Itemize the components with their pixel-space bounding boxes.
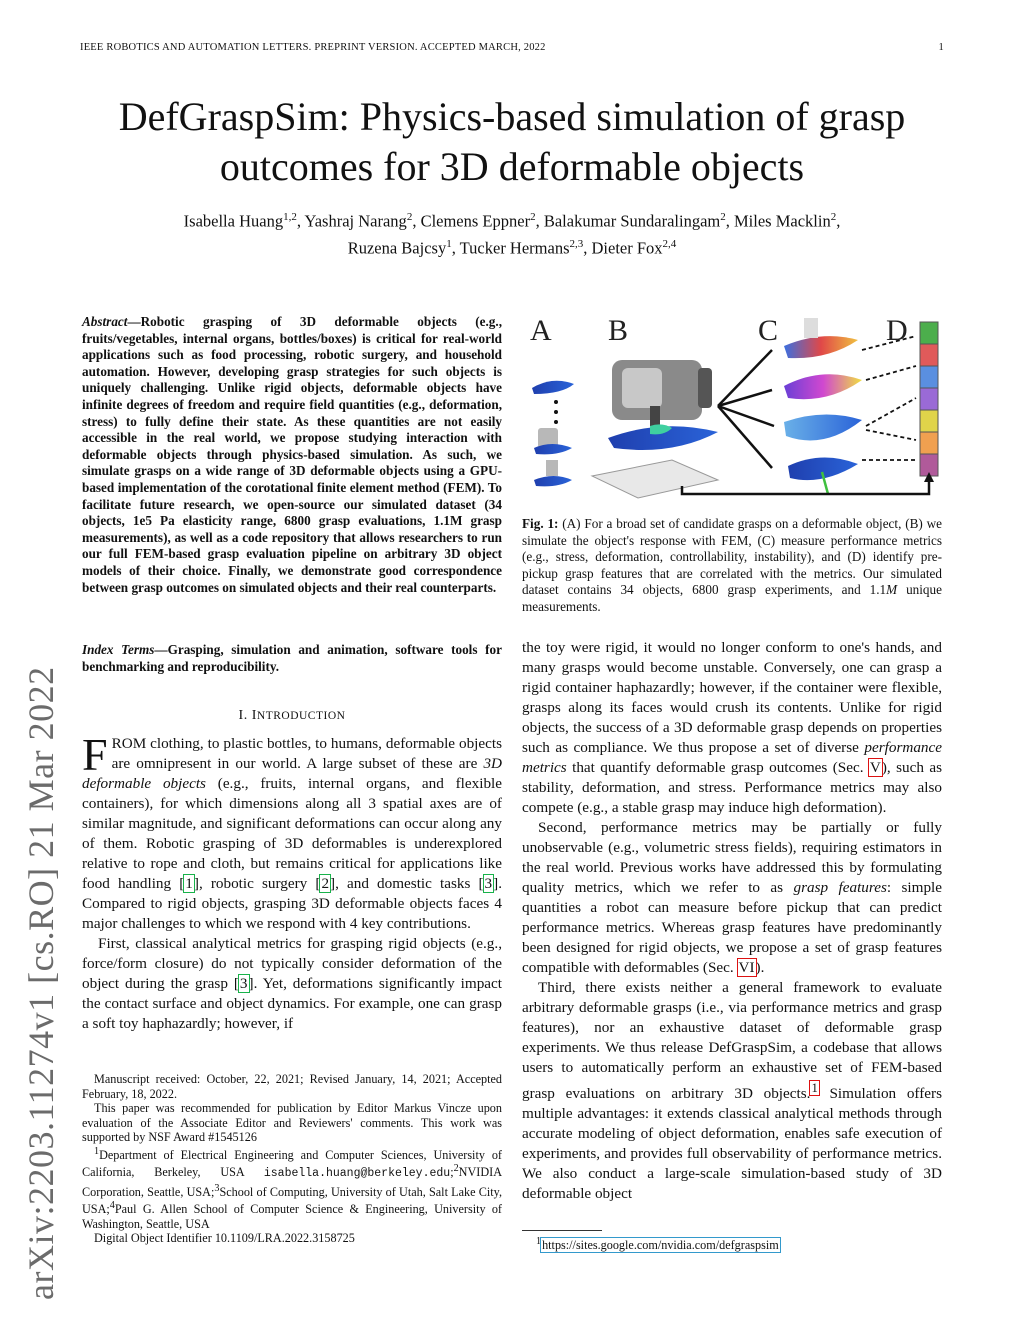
caption-math: M — [886, 582, 898, 598]
caption-text: (A) For a broad set of candidate grasps on a deformable object, (B) we simulate the object's response with FEM, (C) measure performance metrics (e.g., stress, deformation, controllability, instability), and (D) identify pre-pickup grasp features that are correlated with the metrics. Our simulated dataset contains 34 objects, 6800 grasp experiments, and 1.1 — [522, 516, 942, 598]
affiliation-mark: 2 — [720, 211, 726, 223]
doi: Digital Object Identifier 10.1109/LRA.2022.3158725 — [94, 1231, 355, 1246]
title-line: outcomes for 3D deformable objects — [219, 144, 805, 189]
text-run: First, classical analytical metrics for grasping rigid objects (e.g., force/form closure) do not typically consider deformation of the object during the grasp — [82, 935, 502, 992]
figure-1 — [522, 310, 946, 506]
deformation-result — [784, 374, 862, 399]
caption-label: Fig. 1: — [522, 516, 559, 531]
feature-swatch — [920, 344, 938, 366]
feature-swatch — [920, 410, 938, 432]
text-run: ROM clothing, to plastic bottles, to humans, deformable objects are omnipresent in our world. A large subset of these are — [111, 735, 502, 772]
panel-label: A — [530, 314, 552, 347]
panel-label: C — [758, 314, 779, 347]
footnote-number: 1 — [536, 1236, 542, 1247]
index-terms-text: —Grasping, simulation and animation, software tools for benchmarking and reproducibility. — [82, 642, 502, 674]
paragraph — [522, 818, 942, 978]
gripper-face — [622, 368, 662, 408]
affiliation-text: Paul G. Allen School of Computer Science & Engineering, University of Washington, Seattle, USA — [82, 1202, 502, 1231]
affiliation-mark: 4 — [109, 1200, 115, 1212]
intro-body — [82, 729, 503, 1034]
abstract — [82, 314, 502, 596]
footnotes — [82, 1072, 502, 1246]
feature-swatches — [920, 322, 938, 476]
author-name: , Tucker Hermans — [451, 238, 570, 257]
affiliation-mark: 1 — [94, 1145, 100, 1157]
index-terms-label: Index Terms — [82, 642, 155, 657]
affiliation-text: NVIDIA Corporation, Seattle, USA; — [82, 1165, 502, 1199]
journal-name: IEEE ROBOTICS AND AUTOMATION LETTERS. PREPRINT VERSION. ACCEPTED MARCH, 2022 — [80, 42, 546, 53]
drop-cap: F — [82, 729, 108, 780]
feature-swatch — [920, 366, 938, 388]
author-name: Ruzena Bajcsy — [347, 238, 447, 257]
section-ref-link[interactable]: VI — [738, 959, 755, 976]
arrows-b-to-c — [718, 350, 774, 468]
grasp-candidate — [534, 476, 572, 486]
text-run: that quantify deformable grasp outcomes (Sec. — [566, 759, 869, 776]
footnote-rule — [522, 1230, 602, 1231]
project-url-link[interactable]: https://sites.google.com/nvidia.com/defgraspsim — [542, 1238, 779, 1253]
affiliation-mark: 1 — [446, 237, 452, 250]
arxiv-watermark: arXiv:2203.11274v1 [cs.RO] 21 Mar 2022 — [21, 666, 61, 1300]
author-list — [100, 206, 924, 259]
ellipsis-dot — [554, 400, 558, 404]
figure-caption — [522, 516, 942, 616]
feature-swatch — [920, 322, 938, 344]
author-name: , Miles Macklin — [725, 211, 831, 231]
text-run: . Compared to rigid objects, grasping 3D deformable objects faces 4 major challenges to which we respond with 4 key contributions. — [82, 875, 502, 932]
abstract-text: —Robotic grasping of 3D deformable objects (e.g., fruits/vegetables, internal organs, bottles/boxes) is critical for real-world applications such as food processing, robotic surgery, and household automation. However, developing grasp strategies for such objects is uniquely challenging. Unlike rigid objects, deformable objects have infinite degrees of freedom and require field quantities (e.g., deformation, stress) to fully define their state. As these quantities are not easily accessible in the real world, we propose studying interaction with deformable objects through physics-based simulation. As such, we simulate grasps on a wide range of 3D deformable objects using a GPU-based implementation of the corotational finite element method (FEM). To facilitate future research, we open-source our simulated dataset (34 objects, 1e5 Pa elasticity range, 6800 grasp evaluations, 1.1M grasp measurements), as well as a code repository that allows researchers to run our full FEM-based grasp evaluation pipeline on arbitrary 3D object models of their choice. Finally, we demonstrate good correspondence between grasp outcomes on simulated objects and their real counterparts. — [82, 314, 502, 595]
gripper-thumbnail — [804, 318, 818, 338]
url-footnote — [536, 1236, 780, 1253]
feedback-arrow — [682, 480, 929, 494]
affiliation-mark: 2 — [830, 211, 837, 223]
text-run: , robotic surgery — [198, 875, 316, 892]
feature-swatch — [920, 432, 938, 454]
emphasis: 3D deformable objects — [82, 755, 502, 792]
gripper-finger — [698, 368, 712, 408]
stress-result — [784, 336, 858, 358]
title-line: DefGraspSim: Physics-based simulation of grasp — [118, 94, 906, 139]
emphasis: grasp features — [793, 879, 887, 896]
index-terms — [82, 642, 502, 675]
grasp-candidate — [532, 381, 574, 394]
paragraph: FROM clothing, to plastic bottles, to humans, deformable objects are omnipresent in our world. A large subset of these are 3D deformable objects (e.g., fruits, internal organs, and flexible containers), for which dimensions along all 3 spatial axes are of similar magnitude, and significant deformations can occur along any of them. Robotic grasping of 3D deformables is underexplored relative to rope and cloth, but remains critical for applications like food handling [1], robotic surgery [2], and domestic tasks [3]. Compared to rigid objects, grasping 3D deformable objects faces 4 major challenges to which we respond with 4 key contributions. — [82, 729, 502, 932]
affiliation-mark: 3 — [214, 1182, 220, 1194]
affiliation-mark: 1,2 — [283, 211, 297, 223]
right-body — [522, 638, 942, 1204]
citation-link[interactable]: 3 — [239, 975, 248, 992]
text-run: (e.g., fruits, internal organs, and flexible containers), for which dimensions along all 3 spatial axes are of similar magnitude, and significant deformations can occur along any of them. Robotic grasping of 3D deformables is underexplored relative to rope and cloth, but remains critical for applications like food handling — [82, 775, 502, 892]
text-run: : simple quantities a robot can measure before pickup that can predict performance metrics. Whereas grasp features have predominantly been designed for rigid objects, we propose a set of grasp features compatible with deformables (Sec. — [522, 879, 943, 976]
author-name: Isabella Huang — [183, 211, 284, 231]
author-name: , Clemens Eppner — [412, 211, 531, 231]
citation-link[interactable]: 3 — [484, 875, 493, 892]
page-number: 1 — [938, 42, 944, 53]
section-ref-link[interactable]: V — [869, 759, 881, 776]
text-run: , and domestic tasks — [335, 875, 479, 892]
affiliation-mark: 2,4 — [662, 237, 677, 250]
gripper-thumbnail — [546, 460, 558, 476]
paper-title — [60, 92, 964, 192]
section-title-rest: NTRODUCTION — [256, 710, 346, 722]
footnote: This paper was recommended for publication by Editor Markus Vincze upon evaluation of the Associate Editor and Reviewers' comments. This work was supported by NSF Award #1545126 — [82, 1101, 502, 1144]
text-run: the toy were rigid, it would no longer conform to one's hands, and many grasps would become unstable. Conversely, one can grasp a rigid container haphazardly; however, if the container were flexible, grasps along its faces would crush its contents. Unlike for rigid objects, the success of a 3D deformable grasp depends on properties such as compliance. We thus propose a set of diverse — [522, 639, 942, 756]
paragraph — [522, 638, 942, 818]
email-address[interactable]: isabella.huang@berkeley.edu — [263, 1167, 451, 1181]
author-separator: , — [836, 211, 841, 231]
figure-illustration — [522, 310, 946, 506]
affiliation-mark: 2 — [530, 211, 536, 223]
controllability-result — [784, 414, 862, 440]
citation-link[interactable]: 1 — [185, 875, 193, 892]
text-run: ). — [755, 959, 765, 976]
panel-label: B — [608, 314, 629, 347]
author-name: , Balakumar Sundaralingam — [535, 211, 721, 231]
affiliation-text: Department of Electrical Engineering and Computer Sciences, University of California, Berkeley, USA — [82, 1147, 502, 1180]
footnote: Manuscript received: October, 22, 2021; Revised January, 14, 2021; Accepted February, 18, 2022. — [82, 1072, 502, 1101]
ellipsis-dot — [554, 420, 558, 424]
section-title-cap: I — [251, 708, 257, 723]
author-name: , Yashraj Narang — [296, 211, 407, 231]
running-header — [80, 42, 944, 53]
affiliation-mark: 2,3 — [569, 237, 584, 250]
text-run: Third, there exists neither a general framework to evaluate arbitrary deformable grasps (i.e., via performance metrics and grasp features), nor an exhaustive dataset of deformable grasp experiments. We thus release DefGraspSim, a codebase that allows users to automatically perform an exhaustive set of FEM-based grasp evaluations on arbitrary 3D objects. — [522, 979, 942, 1103]
emphasis: performance metrics — [522, 739, 942, 776]
paragraph — [522, 978, 942, 1204]
citation-link[interactable]: 2 — [321, 875, 330, 892]
footnote-link[interactable]: 1 — [811, 1081, 818, 1095]
abstract-label: Abstract — [82, 314, 128, 329]
affiliation-mark: 2 — [406, 211, 413, 223]
paragraph: First, classical analytical metrics for grasping rigid objects (e.g., force/form closure) do not typically consider deformation of the object during the grasp [3]. Yet, deformations significantly impact the contact surface and object dynamics. For example, one can grasp a soft toy haphazardly; however, if — [82, 935, 503, 1032]
text-run: . Yet, deformations significantly impact the contact surface and object dynamics. For example, one can grasp a soft toy haphazardly; however, if — [82, 975, 503, 1032]
text-run: Second, performance metrics may be partially or fully unobservable (e.g., volumetric stress fields), requiring estimators in the real world. Previous works have addressed this by formulating quality metrics, which we refer to as — [522, 819, 942, 896]
ground-plane — [592, 460, 718, 498]
affiliation-mark: 2 — [453, 1163, 459, 1175]
text-run: ), such as stability, deformation, and stress. Performance metrics may also compete (e.g., a stable grasp may induce high deformation). — [522, 759, 942, 816]
panel-label: D — [886, 314, 908, 347]
correlation-arrows — [862, 336, 916, 460]
section-number: I. — [238, 708, 252, 723]
affiliation-text: School of Computing, University of Utah, Salt Lake City, USA; — [82, 1184, 502, 1217]
footnote: $^1$Department of Electrical Engineering and Computer Sciences, University of California, Berkeley, USA isabella.huang@berkeley.edu;$^2$NVIDIA Corporation, Seattle, USA;$^3$School of Computing, University of Utah, Salt Lake City, USA;$^4$Paul G. Allen School of Computer Science & Engineering, University of Washington, Seattle, USA — [82, 1145, 502, 1231]
feature-swatch — [920, 388, 938, 410]
caption-text: unique measurements. — [522, 582, 942, 614]
text-run: Simulation offers multiple advantages: it extends classical analytical methods through accurate modeling of object deformation, enables safe execution of experiments, and provides full observability of performance metrics. We also conduct a large-scale simulation-based study of 3D deformable object — [522, 1085, 942, 1203]
ellipsis-dot — [554, 410, 558, 414]
author-name: , Dieter Fox — [583, 238, 663, 257]
section-heading — [82, 708, 502, 724]
